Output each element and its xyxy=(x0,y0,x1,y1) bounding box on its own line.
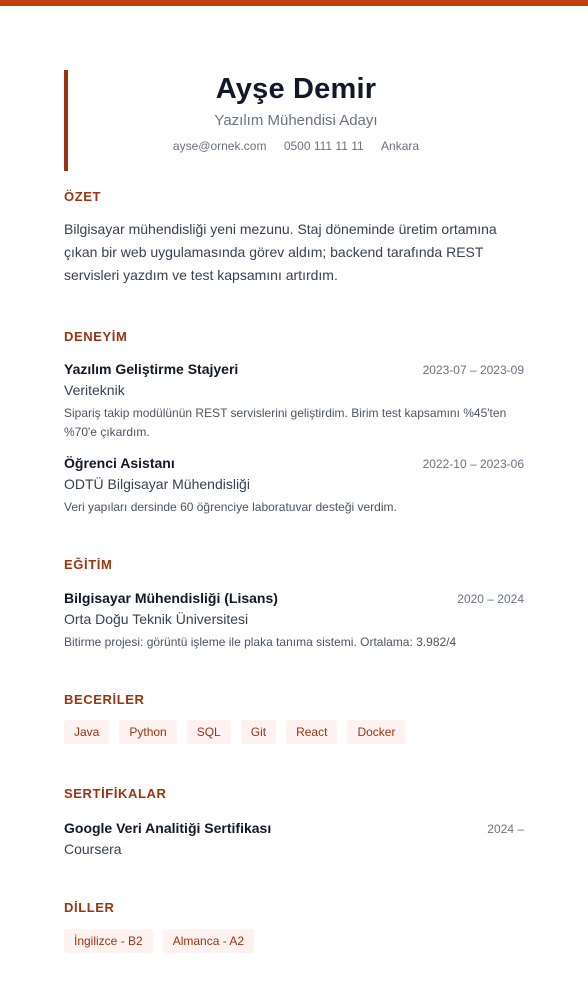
section-title: DİLLER xyxy=(64,900,115,915)
section-title: EĞİTİM xyxy=(64,557,113,572)
item-date: 2020 – 2024 xyxy=(457,592,524,606)
contact-email: ayse@ornek.com xyxy=(172,139,267,153)
certificates-section xyxy=(64,786,524,859)
skill-tag: Python xyxy=(119,720,176,744)
item-date: 2024 – xyxy=(487,822,524,836)
item-desc: Veri yapıları dersinde 60 öğrenciye laboratuvar desteği verdim. xyxy=(64,500,397,514)
item-org: Veriteknik xyxy=(64,382,125,398)
skill-tag: Docker xyxy=(347,720,405,744)
experience-item xyxy=(64,454,524,517)
contact-phone: 0500 111 11 11 xyxy=(283,139,364,153)
contact-line xyxy=(68,139,524,153)
item-org: ODTÜ Bilgisayar Mühendisliği xyxy=(64,476,250,492)
item-role: Yazılım Geliştirme Stajyeri xyxy=(64,361,239,377)
skill-tag: React xyxy=(286,720,337,744)
languages-section xyxy=(64,900,524,953)
section-title: SERTİFİKALAR xyxy=(64,786,167,801)
resume-page xyxy=(64,70,524,953)
skill-tag: Java xyxy=(64,720,109,744)
language-tags xyxy=(64,929,524,953)
contact-city: Ankara xyxy=(381,139,420,153)
section-title: ÖZET xyxy=(64,189,102,204)
language-tag: Almanca - A2 xyxy=(163,929,254,953)
candidate-title: Yazılım Mühendisi Adayı xyxy=(214,112,378,129)
skill-tags xyxy=(64,720,524,744)
item-role: Bilgisayar Mühendisliği (Lisans) xyxy=(64,590,278,606)
certificate-item xyxy=(64,819,524,859)
item-role: Google Veri Analitiği Sertifikası xyxy=(64,820,272,836)
section-title: BECERİLER xyxy=(64,692,145,707)
summary-text: Bilgisayar mühendisliği yeni mezunu. Staj döneminde üretim ortamına çıkan bir web uygulamasında görev aldım; backend tarafında REST servisleri yazdım ve test kapsamını artırdım. xyxy=(64,221,497,283)
item-org: Coursera xyxy=(64,841,122,857)
item-role: Öğrenci Asistanı xyxy=(64,455,175,471)
skill-tag: Git xyxy=(241,720,276,744)
skills-section xyxy=(64,692,524,744)
experience-item xyxy=(64,360,524,442)
item-date: 2023-07 – 2023-09 xyxy=(422,363,524,377)
item-date: 2022-10 – 2023-06 xyxy=(422,457,524,471)
education-item xyxy=(64,589,524,652)
top-accent-bar xyxy=(0,0,588,6)
item-desc: Sipariş takip modülünün REST servislerini geliştirdim. Birim test kapsamını %45'ten %70'e çıkardım. xyxy=(64,406,507,439)
candidate-name: Ayşe Demir xyxy=(215,73,377,105)
education-section xyxy=(64,557,524,652)
item-desc: Bitirme projesi: görüntü işleme ile plaka tanıma sistemi. Ortalama: 3.982/4 xyxy=(64,635,457,649)
experience-section xyxy=(64,329,524,517)
skill-tag: SQL xyxy=(187,720,231,744)
item-org: Orta Doğu Teknik Üniversitesi xyxy=(64,611,249,627)
summary-section xyxy=(64,189,524,287)
resume-header xyxy=(64,70,524,171)
language-tag: İngilizce - B2 xyxy=(64,929,153,953)
section-title: DENEYİM xyxy=(64,329,128,344)
